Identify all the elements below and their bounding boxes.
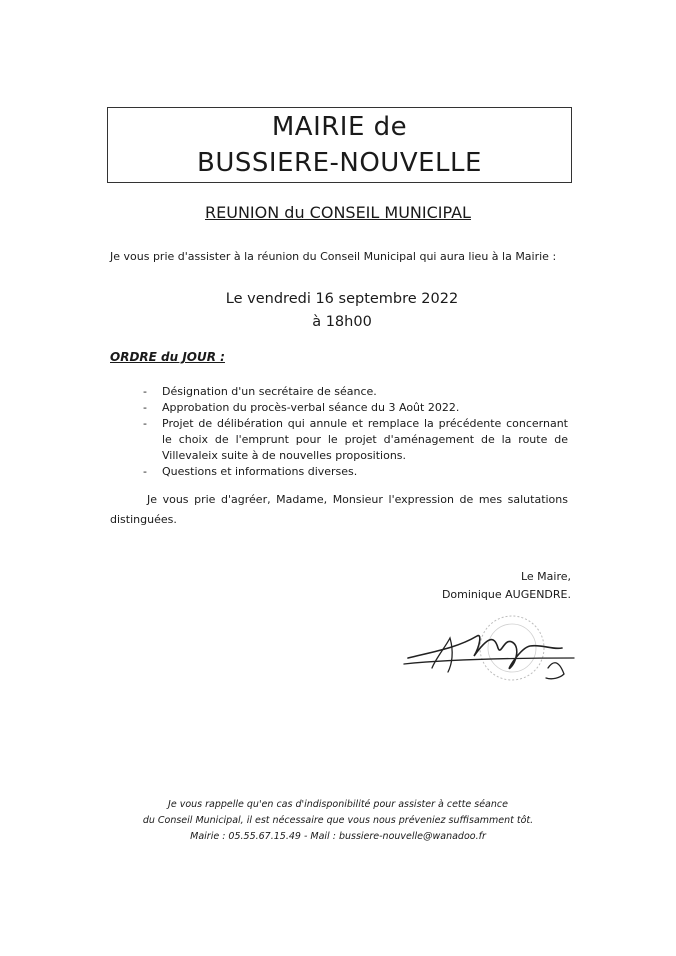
agenda-title: ORDRE du JOUR :	[110, 350, 225, 364]
agenda-item: - Projet de délibération qui annule et remplace la précédente concernant le choix de l'emprunt pour le projet d'aménagement de la route de Villevaleix suite à de nouvelles propositions.	[143, 416, 568, 464]
agenda-item: - Désignation d'un secrétaire de séance.	[143, 384, 568, 400]
meeting-time: à 18h00	[312, 314, 372, 330]
stamp-circle	[480, 616, 544, 680]
signature-stroke	[546, 663, 564, 679]
agenda-item: - Questions et informations diverses.	[143, 464, 568, 480]
signatory-name: Dominique AUGENDRE.	[441, 588, 571, 601]
signature-stroke	[432, 638, 452, 672]
signature-underline	[404, 658, 574, 664]
signatory-role: Le Maire,	[520, 570, 571, 583]
agenda-list	[143, 384, 568, 480]
header-title-line1: MAIRIE de	[271, 112, 408, 142]
signature-stamp-image	[402, 608, 577, 690]
footer-notice	[0, 797, 676, 845]
closing-text: Je vous prie d'agréer, Madame, Monsieur l'expression de mes salutations distinguées.	[110, 493, 568, 526]
footer-line: du Conseil Municipal, il est nécessaire que vous nous préveniez suffisamment tôt.	[142, 815, 534, 826]
footer-line: Je vous rappelle qu'en cas d'indisponibilité pour assister à cette séance	[168, 799, 508, 810]
intro-text: Je vous prie d'assister à la réunion du Conseil Municipal qui aura lieu à la Mairie :	[110, 250, 557, 263]
meeting-title: REUNION du CONSEIL MUNICIPAL	[205, 203, 471, 222]
meeting-date: Le vendredi 16 septembre 2022	[225, 291, 459, 307]
signature-stroke	[408, 636, 562, 669]
footer-contact: Mairie : 05.55.67.15.49 - Mail : bussiere-nouvelle@wanadoo.fr	[190, 831, 486, 842]
header-box	[107, 107, 572, 183]
agenda-item: - Approbation du procès-verbal séance du 3 Août 2022.	[143, 400, 568, 416]
header-title-line2: BUSSIERE-NOUVELLE	[197, 148, 482, 178]
